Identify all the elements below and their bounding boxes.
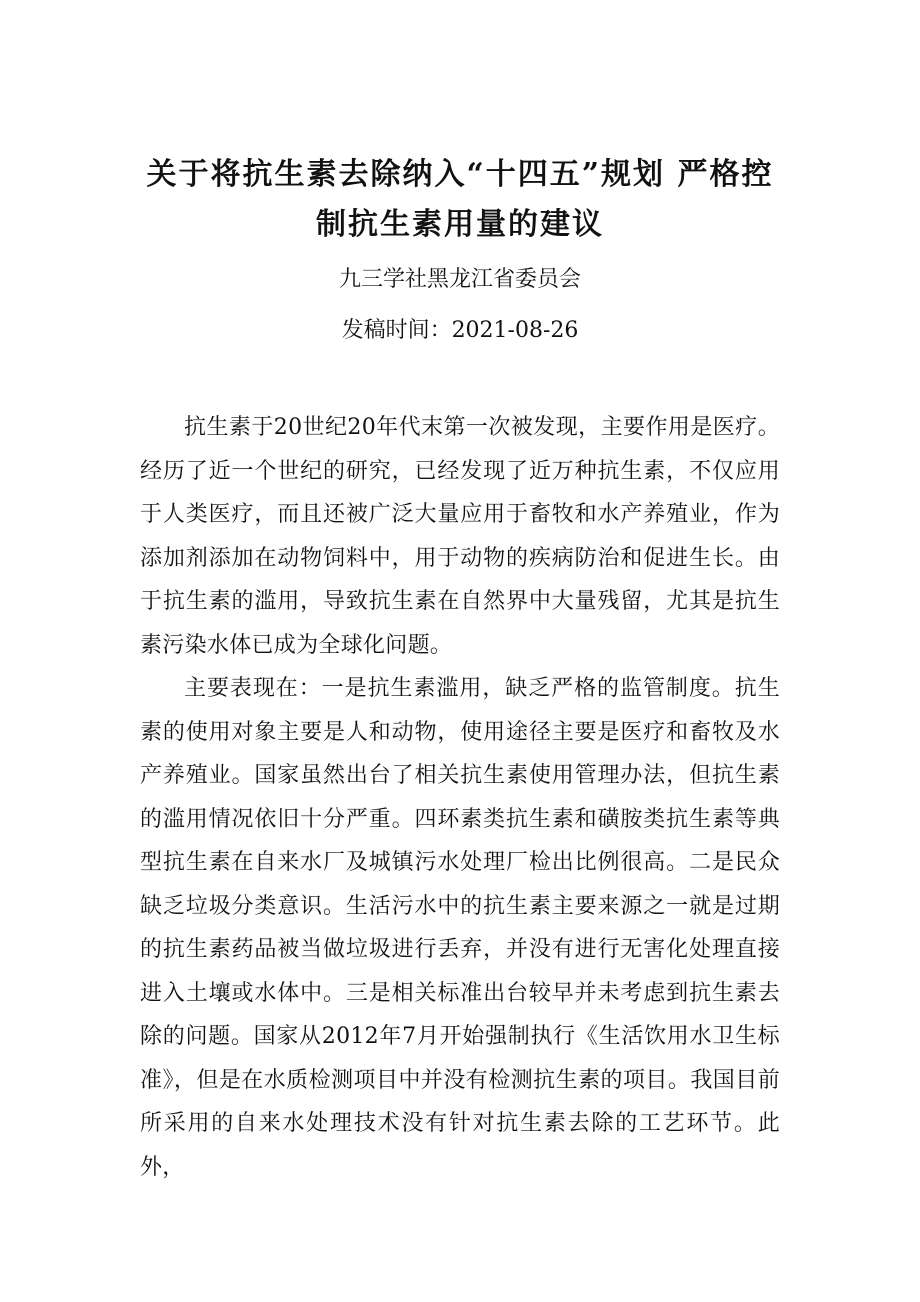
body-paragraph: 主要表现在：一是抗生素滥用，缺乏严格的监管制度。抗生素的使用对象主要是人和动物，使用途径主要是医疗和畜牧及水产养殖业。国家虽然出台了相关抗生素使用管理办法，但抗生素的滥用情况依旧十分严重。四环素类抗生素和磺胺类抗生素等典型抗生素在自来水厂及城镇污水处理厂检出比例很高。二是民众缺乏垃圾分类意识。生活污水中的抗生素主要来源之一就是过期的抗生素药品被当做垃圾进行丢弃，并没有进行无害化处理直接进入土壤或水体中。三是相关标准出台较早并未考虑到抗生素去除的问题。国家从2012年7月开始强制执行《生活饮用水卫生标准》，但是在水质检测项目中并没有检测抗生素的项目。我国目前所采用的自来水处理技术没有针对抗生素去除的工艺环节。此外， bbox=[140, 676, 780, 1180]
body-paragraph: 抗生素于20世纪20年代末第一次被发现，主要作用是医疗。经历了近一个世纪的研究，已经发现了近万种抗生素，不仅应用于人类医疗，而且还被广泛大量应用于畜牧和水产养殖业，作为添加剂添加在动物饲料中，用于动物的疾病防治和促进生长。由于抗生素的滥用，导致抗生素在自然界中大量残留，尤其是抗生素污染水体已成为全球化问题。 bbox=[140, 415, 780, 658]
document-body bbox=[140, 406, 780, 1189]
publish-date: 发稿时间：2021-08-26 bbox=[341, 318, 579, 343]
document-title: 关于将抗生素去除纳入“十四五”规划 严格控制抗生素用量的建议 bbox=[146, 157, 774, 242]
author-organization: 九三学社黑龙江省委员会 bbox=[338, 267, 581, 292]
